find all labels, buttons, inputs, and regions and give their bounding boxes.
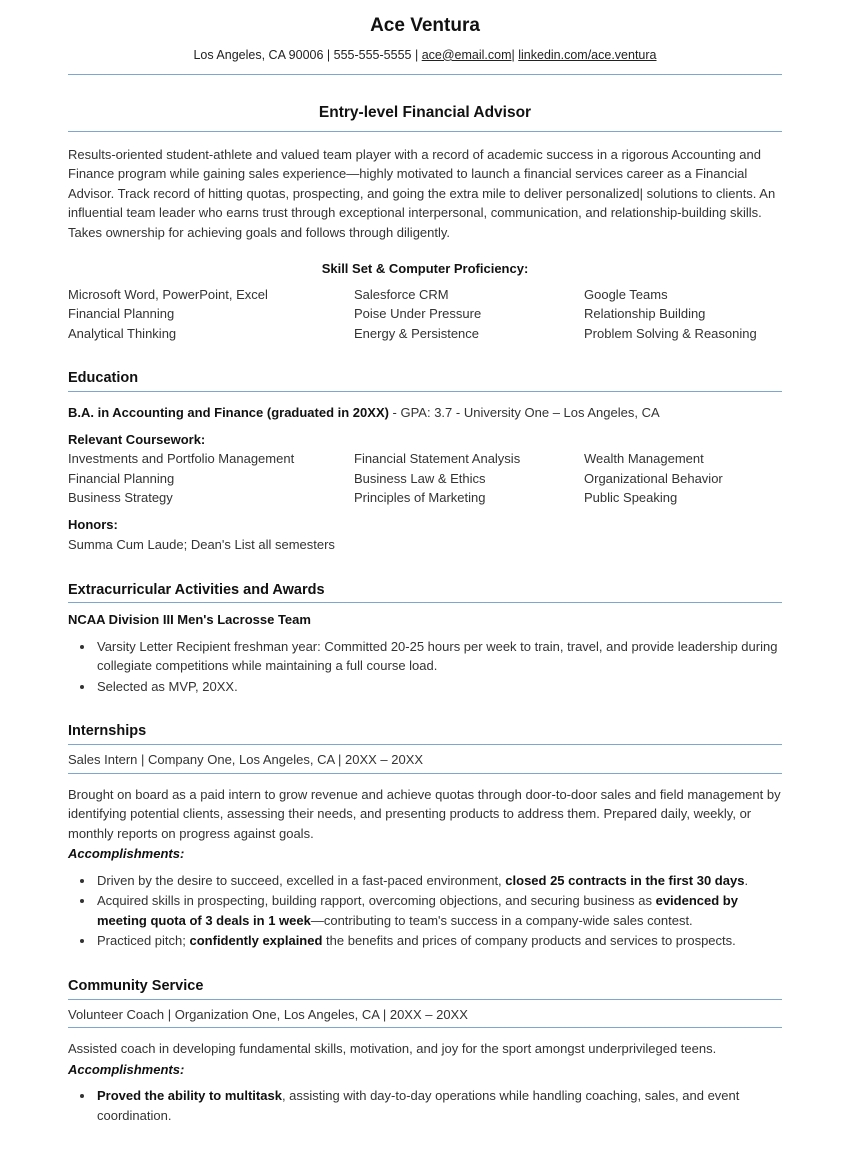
- skill-item: Relationship Building: [584, 306, 706, 322]
- bullet-text: Practiced pitch;: [97, 933, 190, 949]
- coursework-item: Investments and Portfolio Management: [68, 451, 295, 467]
- bullet-item: [95, 1086, 782, 1125]
- coursework-item: Financial Statement Analysis: [354, 451, 521, 467]
- community-heading: Community Service: [68, 977, 204, 994]
- coursework-column-2: [354, 449, 584, 508]
- skill-item: Poise Under Pressure: [354, 306, 482, 322]
- internship-description: Brought on board as a paid intern to grow revenue and achieve quotas through door-to-door sales and field management by identifying potential clients, assessing their needs, and presenting products to address them. Prepared daily, weekly, or monthly reports on progress against goals.: [68, 786, 781, 841]
- contact-location-phone: Los Angeles, CA 90006 | 555-555-5555 |: [193, 47, 422, 62]
- bullet-text: Driven by the desire to succeed, excelled in a fast-paced environment,: [97, 872, 506, 888]
- bullet-item: [95, 891, 782, 930]
- bullet-text: Acquired skills in prospecting, building rapport, overcoming objections, and securing business as: [97, 893, 656, 909]
- coursework-item: Wealth Management: [584, 451, 704, 467]
- internship-role-line: Sales Intern | Company One, Los Angeles, CA | 20XX – 20XX: [68, 752, 424, 768]
- coursework-column-3: [584, 449, 782, 508]
- education-section: [68, 369, 782, 554]
- contact-separator: |: [511, 47, 519, 62]
- community-service-section: [68, 977, 782, 1125]
- coursework-item: Organizational Behavior: [584, 470, 723, 486]
- skill-item: Problem Solving & Reasoning: [584, 325, 757, 341]
- coursework-item: Public Speaking: [584, 490, 678, 506]
- candidate-name: Ace Ventura: [370, 15, 480, 36]
- community-role-divider: [68, 1027, 782, 1028]
- email-link[interactable]: ace@email.com: [421, 47, 512, 62]
- extracurricular-bullet-list: [68, 637, 782, 697]
- skill-item: Analytical Thinking: [68, 325, 177, 341]
- community-role-line: Volunteer Coach | Organization One, Los Angeles, CA | 20XX – 20XX: [68, 1006, 468, 1022]
- honors-label: Honors:: [68, 516, 118, 532]
- skills-grid: [68, 285, 782, 344]
- internship-role-divider: [68, 773, 782, 774]
- skill-item: Salesforce CRM: [354, 286, 449, 302]
- skills-column-2: [354, 285, 584, 344]
- honors-text: Summa Cum Laude; Dean's List all semesters: [68, 537, 335, 553]
- bullet-text: .: [744, 872, 749, 888]
- degree-title: B.A. in Accounting and Finance (graduated in 20XX): [68, 405, 389, 421]
- skills-heading: Skill Set & Computer Proficiency:: [321, 261, 529, 277]
- bullet-item: [95, 871, 782, 891]
- community-bullet-list: [68, 1086, 782, 1125]
- bullet-text: —contributing to team's success in a company-wide sales contest.: [310, 912, 693, 928]
- degree-line: [68, 403, 782, 423]
- skill-item: Google Teams: [584, 286, 668, 302]
- community-accomplishments-label: Accomplishments:: [68, 1061, 185, 1077]
- contact-line: [68, 46, 782, 65]
- coursework-item: Business Law & Ethics: [354, 470, 486, 486]
- skill-item: Energy & Persistence: [354, 325, 480, 341]
- community-description: Assisted coach in developing fundamental skills, motivation, and joy for the sport amongst underprivileged teens.: [68, 1041, 717, 1057]
- bullet-highlight: evidenced by meeting quota of 3 deals in 1 week: [97, 893, 738, 928]
- community-divider: [68, 999, 782, 1000]
- skills-column-1: [68, 285, 354, 344]
- internship-bullet-list: [68, 871, 782, 951]
- bullet-text: the benefits and prices of company products and services to prospects.: [322, 933, 736, 949]
- title-divider: [68, 131, 782, 132]
- skills-column-3: [584, 285, 782, 344]
- bullet-highlight: closed 25 contracts in the first 30 days: [505, 872, 745, 888]
- education-heading: Education: [68, 370, 139, 387]
- summary-paragraph: Results-oriented student-athlete and valued team player with a record of academic success in a rigorous Accounting and Finance program while gaining sales experience—highly motivated to launch a financial services career as a Financial Advisor. Track record of hitting quotas, prospecting, and going the extra mile to deliver personalized| solutions to clients. An influential team leader who earns trust through exceptional interpersonal, communication, and relationship-building skills. Takes ownership for achieving goals and follows through diligently.: [68, 146, 776, 240]
- education-divider: [68, 391, 782, 392]
- coursework-item: Financial Planning: [68, 470, 175, 486]
- skill-item: Microsoft Word, PowerPoint, Excel: [68, 286, 268, 302]
- coursework-label: Relevant Coursework:: [68, 431, 206, 447]
- coursework-column-1: [68, 449, 354, 508]
- bullet-highlight: confidently explained: [189, 933, 323, 949]
- extracurricular-section: [68, 581, 782, 697]
- extracurricular-divider: [68, 602, 782, 603]
- resume-header: [68, 14, 782, 75]
- bullet-text: , assisting with day-to-day operations while handling coaching, sales, and event coordination.: [97, 1088, 740, 1123]
- coursework-item: Principles of Marketing: [354, 490, 486, 506]
- degree-details: - GPA: 3.7 - University One – Los Angeles, CA: [388, 405, 660, 421]
- skill-item: Financial Planning: [68, 306, 175, 322]
- internships-section: [68, 722, 782, 950]
- extracurricular-heading: Extracurricular Activities and Awards: [68, 581, 325, 598]
- linkedin-link[interactable]: linkedin.com/ace.ventura: [518, 47, 657, 62]
- coursework-item: Business Strategy: [68, 490, 173, 506]
- bullet-item: [95, 931, 782, 951]
- title-summary-section: [68, 101, 782, 344]
- header-divider: [68, 74, 782, 75]
- bullet-highlight: Proved the ability to multitask: [97, 1088, 282, 1104]
- resume-title: Entry-level Financial Advisor: [318, 103, 532, 121]
- team-subheading: NCAA Division III Men's Lacrosse Team: [68, 612, 311, 628]
- bullet-item: • Selected as MVP, 20XX.: [95, 677, 782, 697]
- internships-heading: Internships: [68, 723, 147, 740]
- bullet-item: • Varsity Letter Recipient freshman year: Committed 20-25 hours per week to train, travel, and provide leadership during collegiate competitions while maintaining a full course load.: [95, 637, 782, 676]
- internship-accomplishments-label: Accomplishments:: [68, 846, 185, 862]
- internships-divider: [68, 744, 782, 745]
- coursework-grid: [68, 449, 782, 508]
